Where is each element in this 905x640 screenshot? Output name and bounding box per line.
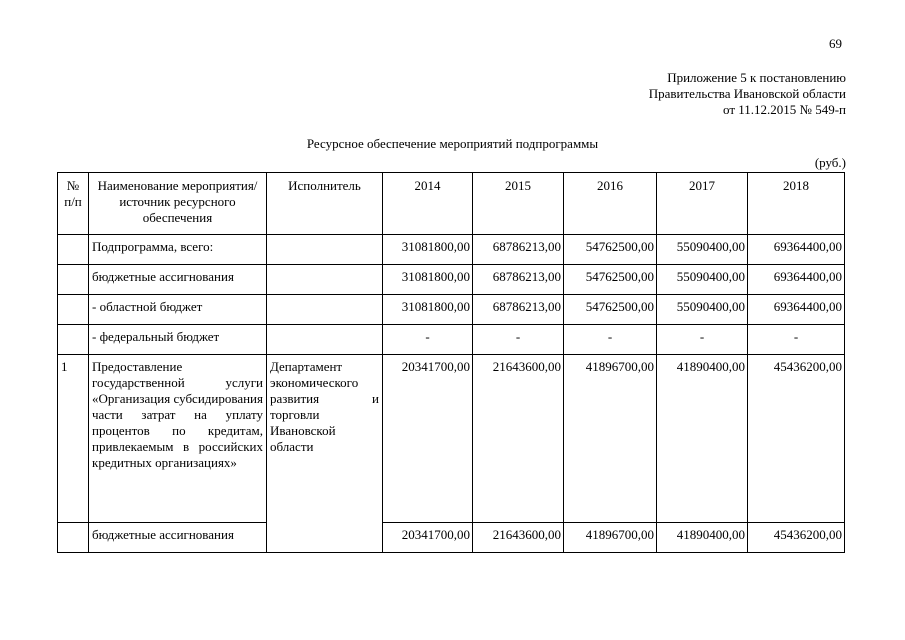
cell-2016: 54762500,00: [564, 235, 657, 265]
appendix-header: [649, 70, 846, 118]
appendix-line-1: Приложение 5 к постановлению: [667, 70, 846, 85]
table-row: [58, 235, 845, 265]
header-2014: 2014: [383, 173, 473, 235]
cell-num: [58, 265, 89, 295]
cell-name: бюджетные ассигнования: [89, 523, 267, 553]
cell-2015: 21643600,00: [473, 355, 564, 523]
cell-2017: 41890400,00: [657, 523, 748, 553]
cell-executor: [267, 235, 383, 265]
cell-num: [58, 523, 89, 553]
cell-2014: 20341700,00: [383, 355, 473, 523]
cell-2017: 55090400,00: [657, 265, 748, 295]
cell-2018: 69364400,00: [748, 295, 845, 325]
table-row: [58, 523, 845, 553]
cell-2018: 45436200,00: [748, 355, 845, 523]
appendix-line-3: от 11.12.2015 № 549-п: [723, 102, 846, 117]
cell-2015: -: [473, 325, 564, 355]
cell-2015: 68786213,00: [473, 235, 564, 265]
cell-name: - федеральный бюджет: [89, 325, 267, 355]
cell-2015: 68786213,00: [473, 295, 564, 325]
header-name: Наименование мероприятия/источник ресурсного обеспечения: [89, 173, 267, 235]
cell-2018: -: [748, 325, 845, 355]
cell-2015: 21643600,00: [473, 523, 564, 553]
cell-num: [58, 325, 89, 355]
cell-num: [58, 295, 89, 325]
cell-2016: 54762500,00: [564, 295, 657, 325]
cell-name: - областной бюджет: [89, 295, 267, 325]
cell-2017: 41890400,00: [657, 355, 748, 523]
cell-num: 1: [58, 355, 89, 523]
table-row: [58, 265, 845, 295]
cell-num: [58, 235, 89, 265]
header-2017: 2017: [657, 173, 748, 235]
cell-executor: Департамент экономического развития и торговли Ивановской области: [267, 355, 383, 553]
cell-name: Подпрограмма, всего:: [89, 235, 267, 265]
cell-name: бюджетные ассигнования: [89, 265, 267, 295]
cell-executor: [267, 295, 383, 325]
header-num: № п/п: [58, 173, 89, 235]
cell-2014: 31081800,00: [383, 265, 473, 295]
cell-executor: [267, 265, 383, 295]
table-row: [58, 295, 845, 325]
cell-executor: [267, 325, 383, 355]
cell-2018: 45436200,00: [748, 523, 845, 553]
cell-2014: 20341700,00: [383, 523, 473, 553]
cell-2014: 31081800,00: [383, 235, 473, 265]
cell-2016: 54762500,00: [564, 265, 657, 295]
cell-2018: 69364400,00: [748, 235, 845, 265]
appendix-line-2: Правительства Ивановской области: [648, 86, 846, 101]
table-row: [58, 355, 845, 523]
cell-2017: 55090400,00: [657, 295, 748, 325]
document-title: Ресурсное обеспечение мероприятий подпрограммы: [306, 136, 599, 151]
cell-2017: -: [657, 325, 748, 355]
cell-2017: 55090400,00: [657, 235, 748, 265]
cell-2014: 31081800,00: [383, 295, 473, 325]
header-2018: 2018: [748, 173, 845, 235]
cell-name: Предоставление государственной услуги «Организация субсидирования части затрат на уплату процентов по кредитам, привлекаемым в российских кредитных организациях»: [89, 355, 267, 523]
header-executor: Исполнитель: [267, 173, 383, 235]
header-2015: 2015: [473, 173, 564, 235]
table-row: [58, 325, 845, 355]
header-2016: 2016: [564, 173, 657, 235]
cell-2016: -: [564, 325, 657, 355]
cell-2016: 41896700,00: [564, 523, 657, 553]
cell-2015: 68786213,00: [473, 265, 564, 295]
page-number: 69: [829, 36, 842, 51]
table-header-row: [58, 173, 845, 235]
unit-label: (руб.): [814, 155, 846, 170]
cell-2018: 69364400,00: [748, 265, 845, 295]
cell-2014: -: [383, 325, 473, 355]
cell-2016: 41896700,00: [564, 355, 657, 523]
resource-table: [57, 172, 845, 553]
